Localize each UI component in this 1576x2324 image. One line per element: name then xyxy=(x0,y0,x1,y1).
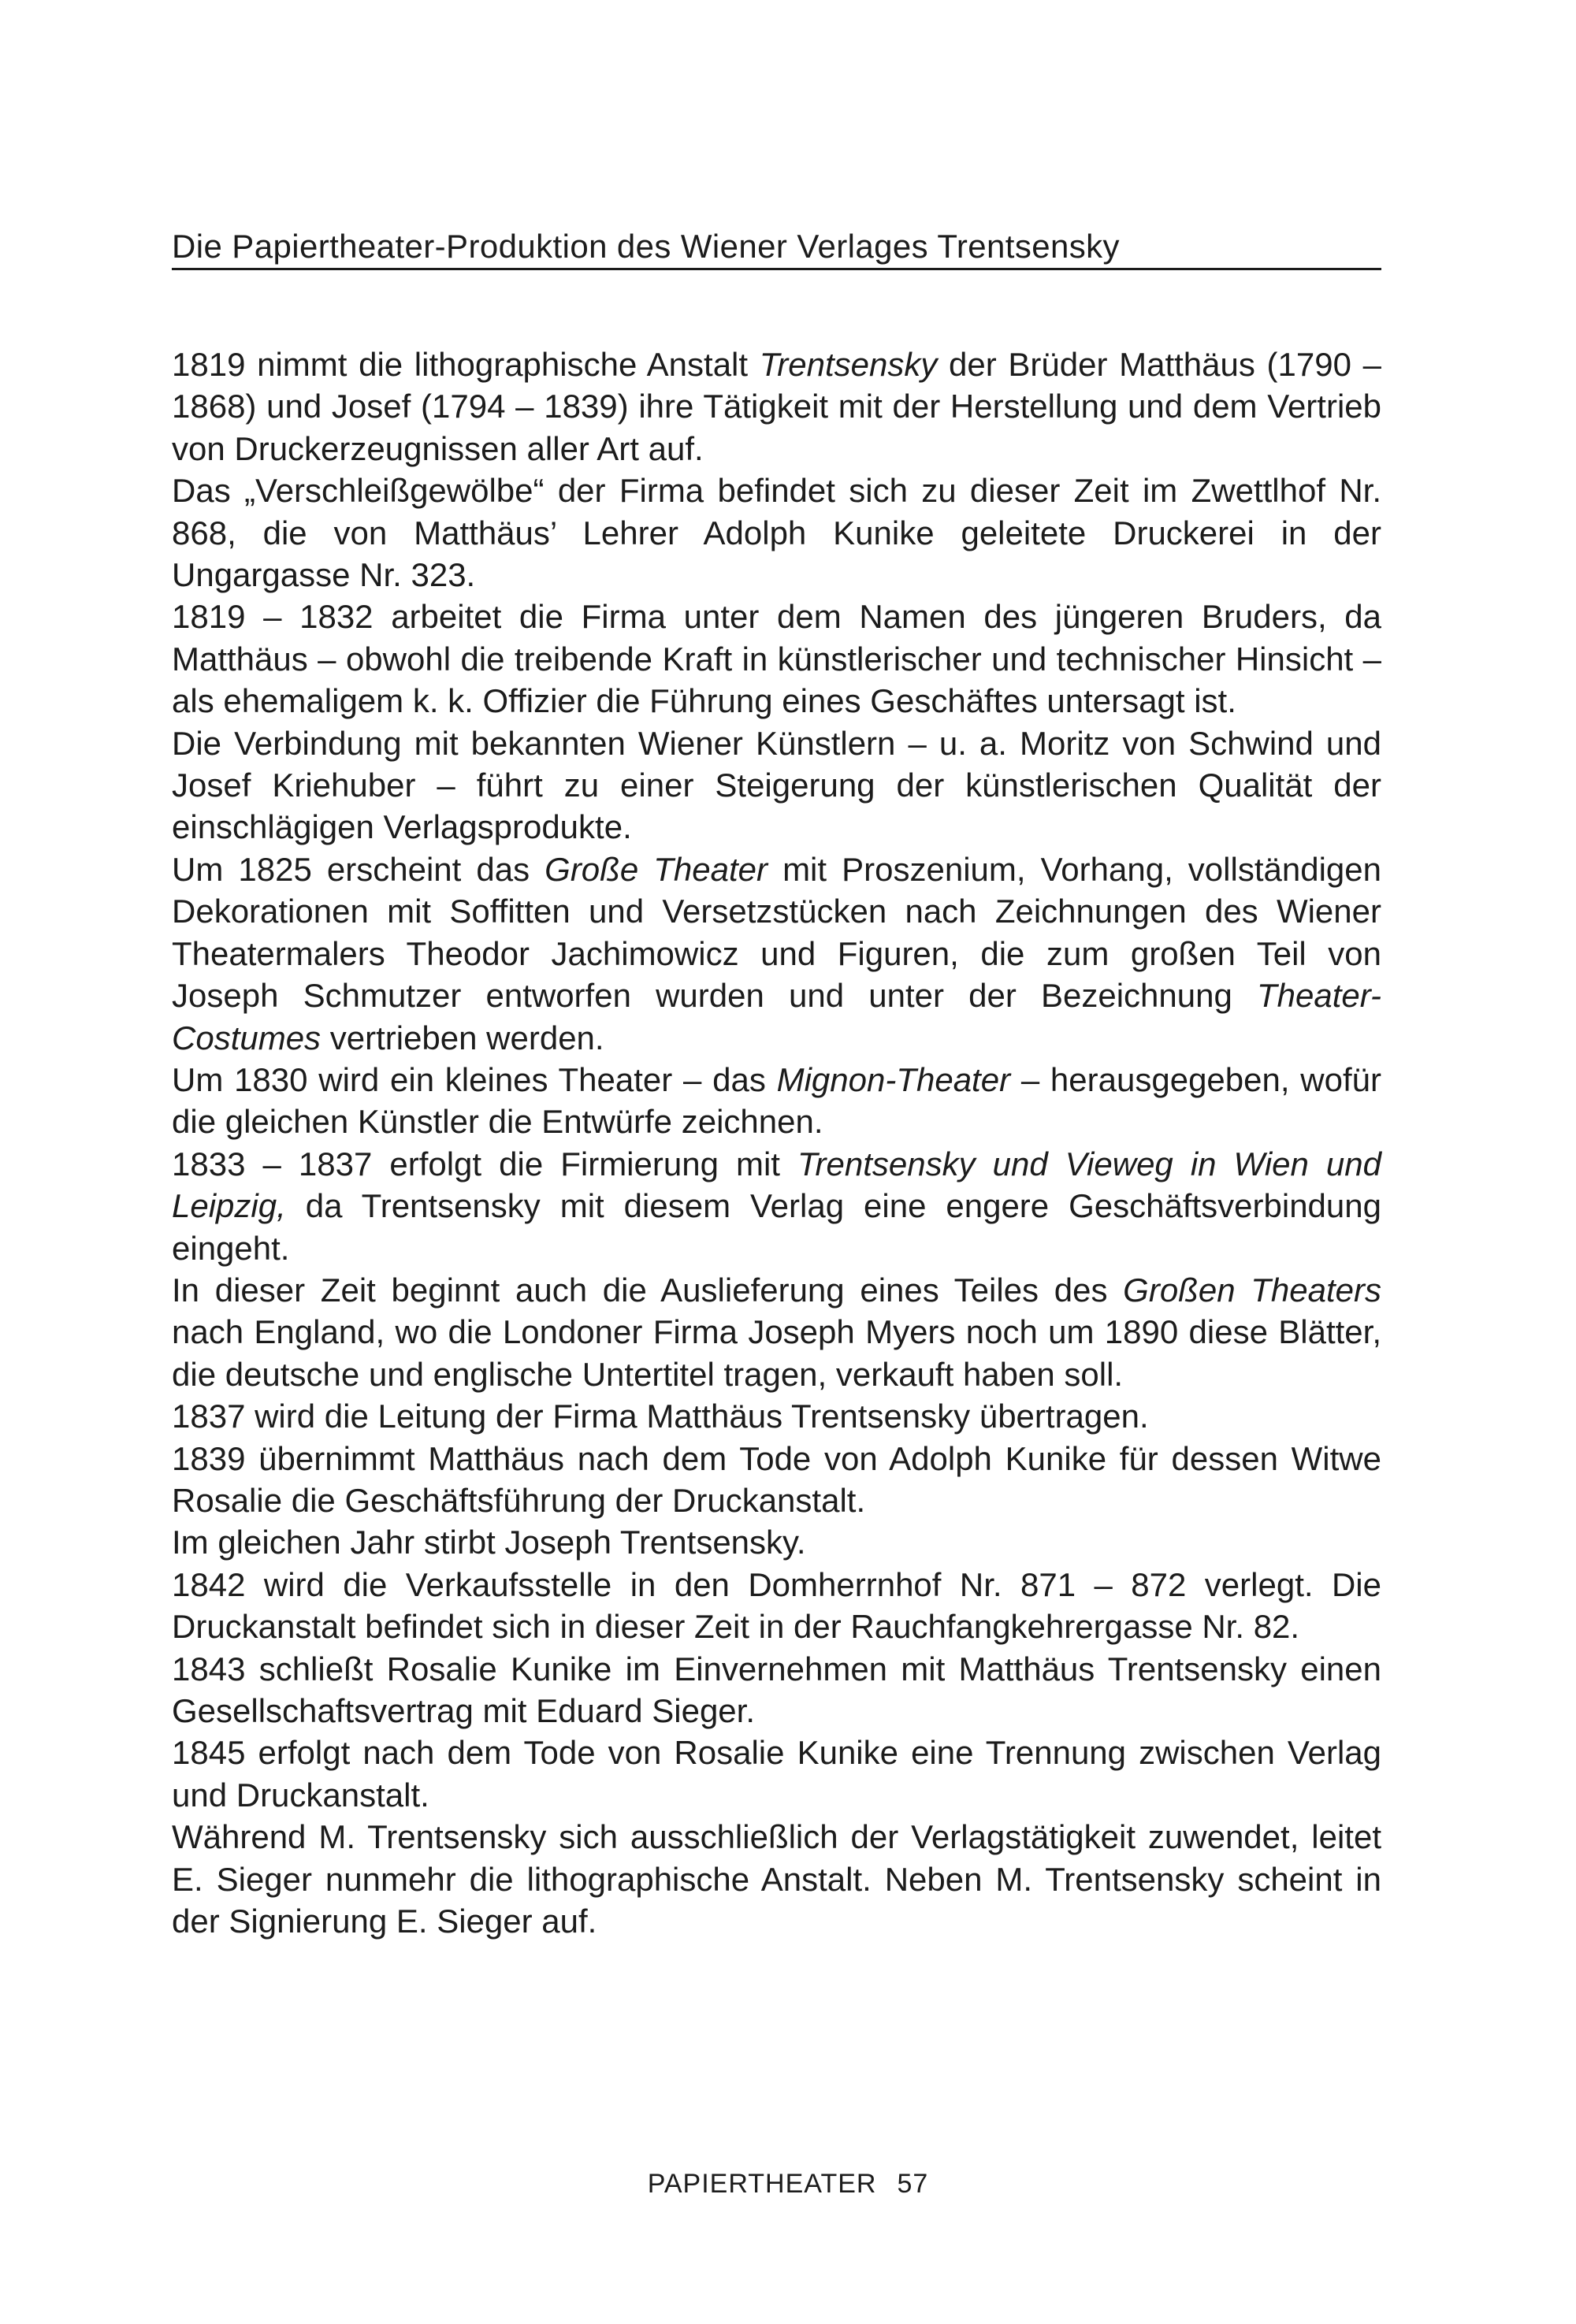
paragraph xyxy=(172,596,1381,722)
emphasized-title: Trentsensky und Vieweg in Wien und Leipzig, xyxy=(172,1145,1381,1225)
paragraph-text: da Trentsensky mit diesem Verlag eine engere Geschäftsverbindung eingeht. xyxy=(172,1187,1381,1267)
paragraph xyxy=(172,470,1381,596)
paragraph-text: 1837 wird die Leitung der Firma Matthäus Trentsensky übertragen. xyxy=(172,1398,1149,1435)
paragraph-text: Um 1830 wird ein kleines Theater – das xyxy=(172,1060,777,1098)
paragraph-text: Um 1825 erscheint das xyxy=(172,850,545,888)
paragraph xyxy=(172,1732,1381,1816)
emphasized-title: Mignon-Theater xyxy=(776,1060,1011,1098)
paragraph-text: 1845 erfolgt nach dem Tode von Rosalie Kunike eine Trennung zwischen Verlag und Druckanstalt. xyxy=(172,1734,1381,1814)
paragraph xyxy=(172,1438,1381,1522)
paragraph-text: der Brüder Matthäus (1790 – 1868) und Josef (1794 – 1839) ihre Tätigkeit mit der Herstellung und dem Vertrieb von Druckerzeugnissen aller Art auf. xyxy=(172,346,1381,467)
paragraph xyxy=(172,1521,1381,1563)
paragraph-text: 1819 nimmt die lithographische Anstalt xyxy=(172,346,760,383)
paragraph-text: 1842 wird die Verkaufsstelle in den Domherrnhof Nr. 871 – 872 verlegt. Die Druckanstalt befindet sich in dieser Zeit in der Rauchfangkehrergasse Nr. 82. xyxy=(172,1565,1381,1646)
paragraph xyxy=(172,722,1381,848)
emphasized-title: Trentsensky xyxy=(759,346,938,383)
paragraph-text: Im gleichen Jahr stirbt Joseph Trentsensky. xyxy=(172,1524,806,1561)
paragraph-text: 1843 schließt Rosalie Kunike im Einvernehmen mit Matthäus Trentsensky einen Gesellschaftsvertrag mit Eduard Sieger. xyxy=(172,1650,1381,1729)
paragraph-text: mit Proszenium, Vorhang, vollständigen Dekorationen mit Soffitten und Versetzstücken nach Zeichnungen des Wiener Theatermalers Theodor Jachimowicz und Figuren, die zum großen Teil von Joseph Schmutzer entworfen wurden und unter der Bezeichnung xyxy=(172,850,1381,1015)
page-title: Die Papiertheater-Produktion des Wiener Verlages Trentsensky xyxy=(172,227,1381,270)
paragraph-text: Das „Verschleißgewölbe“ der Firma befindet sich zu dieser Zeit im Zwettlhof Nr. 868, die von Matthäus’ Lehrer Adolph Kunike geleitete Druckerei in der Ungargasse Nr. 323. xyxy=(172,472,1381,594)
paragraph-text: – herausgegeben, wofür die gleichen Künstler die Entwürfe zeichnen. xyxy=(172,1060,1381,1141)
emphasized-title: Theater-Costumes xyxy=(172,977,1381,1056)
emphasized-title: Großen Theaters xyxy=(1123,1271,1381,1309)
paragraph-text: nach England, wo die Londoner Firma Joseph Myers noch um 1890 diese Blätter, die deutsche und englische Untertitel tragen, verkauft haben soll. xyxy=(172,1313,1381,1393)
paragraph xyxy=(172,1816,1381,1942)
running-footer-label: PAPIERTHEATER xyxy=(647,2169,877,2199)
emphasized-title: Große Theater xyxy=(545,850,768,888)
paragraph-text: vertrieben werden. xyxy=(321,1019,604,1056)
paragraph xyxy=(172,1269,1381,1395)
paragraph-text: Die Verbindung mit bekannten Wiener Künstlern – u. a. Moritz von Schwind und Josef Kriehuber – führt zu einer Steigerung der künstlerischen Qualität der einschlägigen Verlagsprodukte. xyxy=(172,724,1381,846)
body-text xyxy=(172,343,1381,1942)
paragraph xyxy=(172,1564,1381,1648)
page-number: 57 xyxy=(897,2169,929,2199)
paragraph-text: Während M. Trentsensky sich ausschließlich der Verlagstätigkeit zuwendet, leitet E. Sieger nunmehr die lithographische Anstalt. Neben M. Trentsensky scheint in der Signierung E. Sieger auf. xyxy=(172,1818,1381,1940)
paragraph-text: 1839 übernimmt Matthäus nach dem Tode von Adolph Kunike für dessen Witwe Rosalie die Geschäftsführung der Druckanstalt. xyxy=(172,1439,1381,1519)
page-footer xyxy=(0,2168,1576,2200)
paragraph xyxy=(172,848,1381,1059)
paragraph xyxy=(172,1059,1381,1143)
paragraph xyxy=(172,343,1381,470)
paragraph-text: 1819 – 1832 arbeitet die Firma unter dem Namen des jüngeren Bruders, da Matthäus – obwohl die treibende Kraft in künstlerischer und technischer Hinsicht – als ehemaligem k. k. Offizier die Führung eines Geschäftes untersagt ist. xyxy=(172,598,1381,720)
paragraph xyxy=(172,1395,1381,1437)
paragraph xyxy=(172,1143,1381,1269)
paragraph-text: In dieser Zeit beginnt auch die Auslieferung eines Teiles des xyxy=(172,1271,1124,1309)
paragraph xyxy=(172,1648,1381,1732)
paragraph-text: 1833 – 1837 erfolgt die Firmierung mit xyxy=(172,1145,797,1182)
